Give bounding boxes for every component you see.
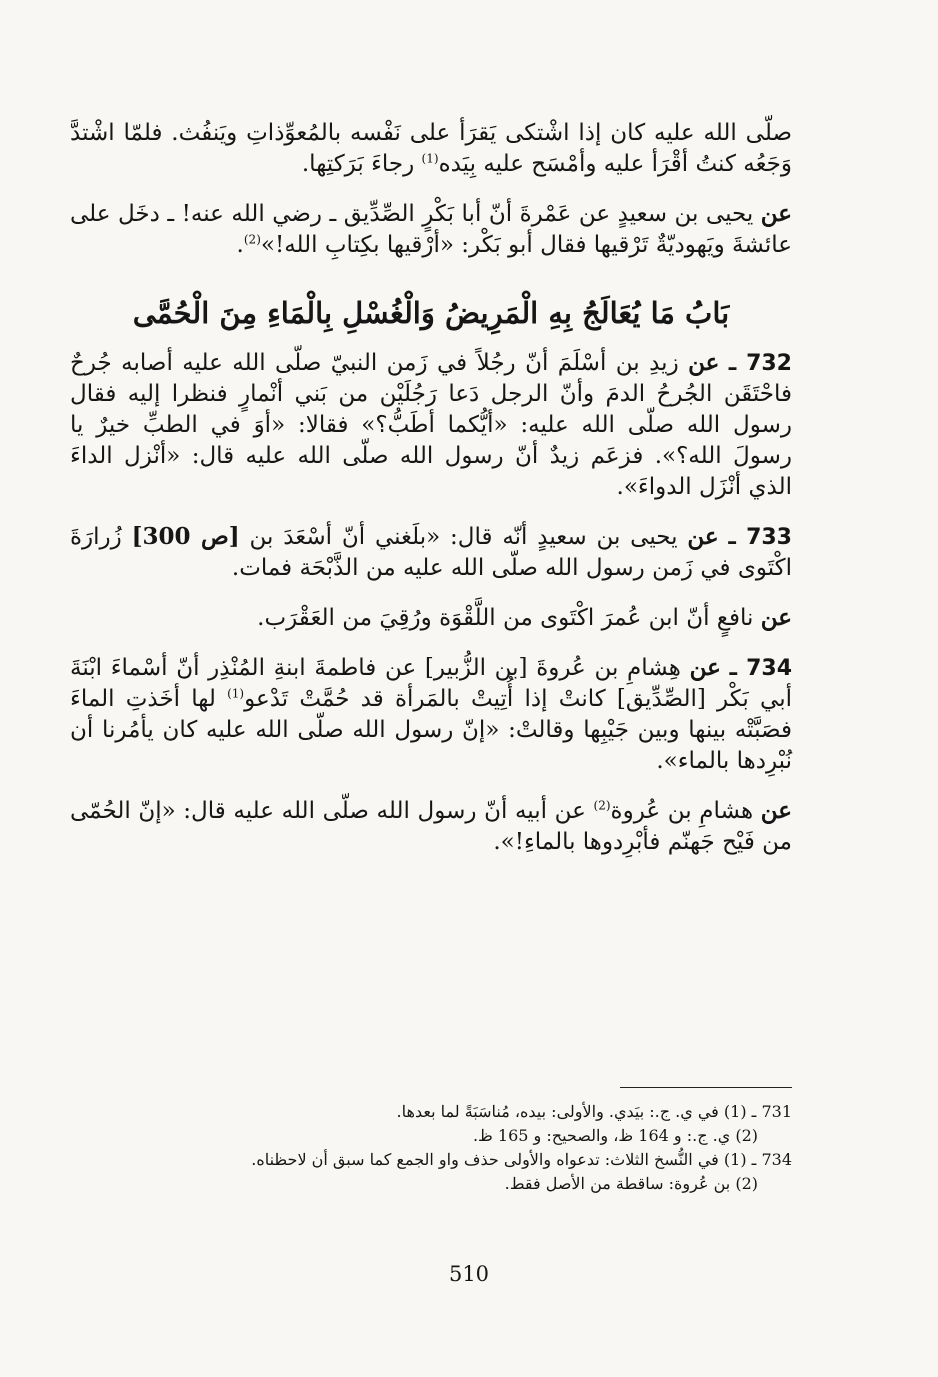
hadith-amra: [70, 198, 792, 261]
footnote-734-1: 734 ـ (1) في النُّسخ الثلاث: تدعواه والأولى حذف واو الجمع كما سبق أن لاحظناه.: [251, 1150, 792, 1169]
lead-word: عن: [687, 523, 719, 550]
page-number: 510: [448, 1262, 490, 1286]
lead-word: عن: [760, 200, 792, 227]
hadith-text: يحيى بن سعيدٍ أنّه قال: «بلَغني أنّ أسْعَدَ بن: [239, 524, 688, 550]
hadith-733: [70, 521, 792, 584]
hadith-end: لها أخَذتِ الماءَ فصَبَّتْه بينها وبين جَيْبِها وقالتْ: «إنّ رسول الله صلّى الله عليه كان يأمُرنا أن نُبْرِدها بالماء».: [70, 686, 792, 774]
footnotes: [90, 1100, 792, 1196]
lead-word: عن: [760, 604, 792, 631]
hadith-number: 733 ـ: [728, 525, 792, 550]
continuation-paragraph: [70, 118, 792, 180]
hadith-text: هِشامِ بن عُروةَ [بن الزُّبير] عن فاطمةَ ابنةِ المُنْذِر أنّ أسْماءَ ابْنَةَ أبي بَكْر [الصِّدِّيق] كانتْ إذا أُتِيتْ بالمَرأة قد حُمَّتْ تَدْعو: [70, 655, 792, 712]
footnote-731-1: 731 ـ (1) في ي. ج.: بيَدي. والأولى: بيده، مُناسَبَةً لما بعدها.: [396, 1102, 792, 1121]
hadith-text: نافعٍ أنّ ابن عُمرَ اكْتَوى من اللَّقْوَة ورُقِيَ من العَقْرَب.: [257, 605, 761, 631]
hadith-734: [70, 652, 792, 777]
hadith-nafi: [70, 602, 792, 634]
hadith-end: .: [236, 232, 244, 258]
chapter-heading: بَابُ مَا يُعَالَجُ بِهِ الْمَرِيضُ وَالْغُسْلِ بِالْمَاءِ مِنَ الْحُمَّى: [132, 296, 730, 330]
lead-word: عن: [689, 654, 721, 681]
continuation-end: رجاءَ بَرَكتِها.: [301, 151, 422, 177]
footnote-marker: (1): [227, 686, 245, 701]
footnote-marker: (1): [421, 151, 439, 166]
lead-word: عن: [688, 349, 720, 376]
footnote-marker: (2): [243, 232, 261, 247]
hadith-text: يحيى بن سعيدٍ عن عَمْرةَ أنّ أبا بَكْرٍ الصِّدِّيق ـ رضي الله عنه! ـ دخَل على عائشةَ ويَهوديّةٌ تَرْقيها فقال أبو بَكْر: «أرْقيها بكِتابِ الله!»: [70, 201, 792, 258]
footnote-marker: (2): [593, 798, 611, 813]
hadith-number: 734 ـ: [729, 656, 793, 681]
footnote-divider: [620, 1087, 792, 1088]
hadith-number: 732 ـ: [728, 351, 792, 376]
hadith-text: زيدِ بن أسْلَمَ أنّ رجُلاً في زَمن النبيّ صلّى الله عليه أصابه جُرحٌ فاحْتَقَن الجُرحُ الدمَ وأنّ الرجل دَعا رَجُلَيْن من بَني أنْمارٍ فنظرا إليه فقال رسول الله صلّى الله عليه: «أيُّكما أطَبُّ؟» فقالا: «أوَ في الطبِّ خيرٌ يا رسولَ الله؟». فزعَم زيدٌ أنّ رسول الله صلّى الله عليه قال: «أنْزل الداءَ الذي أنْزَل الدواءَ».: [70, 350, 792, 500]
hadith-text: هشامِ بن عُروة: [610, 798, 761, 824]
hadith-hisham: [70, 795, 792, 858]
hadith-end: عن أبيه أنّ رسول الله صلّى الله عليه قال: «إنّ الحُمّى من فَيْح جَهنّم فأبْرِدوها بالماءِ!».: [70, 798, 792, 855]
page-reference: [ص 300]: [131, 523, 240, 550]
main-text: [70, 118, 792, 876]
lead-word: عن: [760, 797, 793, 824]
footnote-731-2: (2) ي. ج.: و 164 ظ، والصحيح: و 165 ظ.: [472, 1126, 758, 1145]
footnote-734-2: (2) بن عُروة: ساقطة من الأصل فقط.: [504, 1174, 758, 1193]
continuation-text: صلّى الله عليه كان إذا اشْتكى يَقرَأ على نَفْسه بالمُعوِّذاتِ ويَنفُث. فلمّا اشْتدَّ وَجَعُه كنتُ أقْرَأ عليه وأمْسَح عليه بِيَده: [70, 120, 792, 177]
hadith-end: زُرارَةَ اكْتَوى في زَمن رسول الله صلّى الله عليه من الذَّبْحَة فمات.: [70, 524, 792, 581]
hadith-732: [70, 347, 792, 503]
